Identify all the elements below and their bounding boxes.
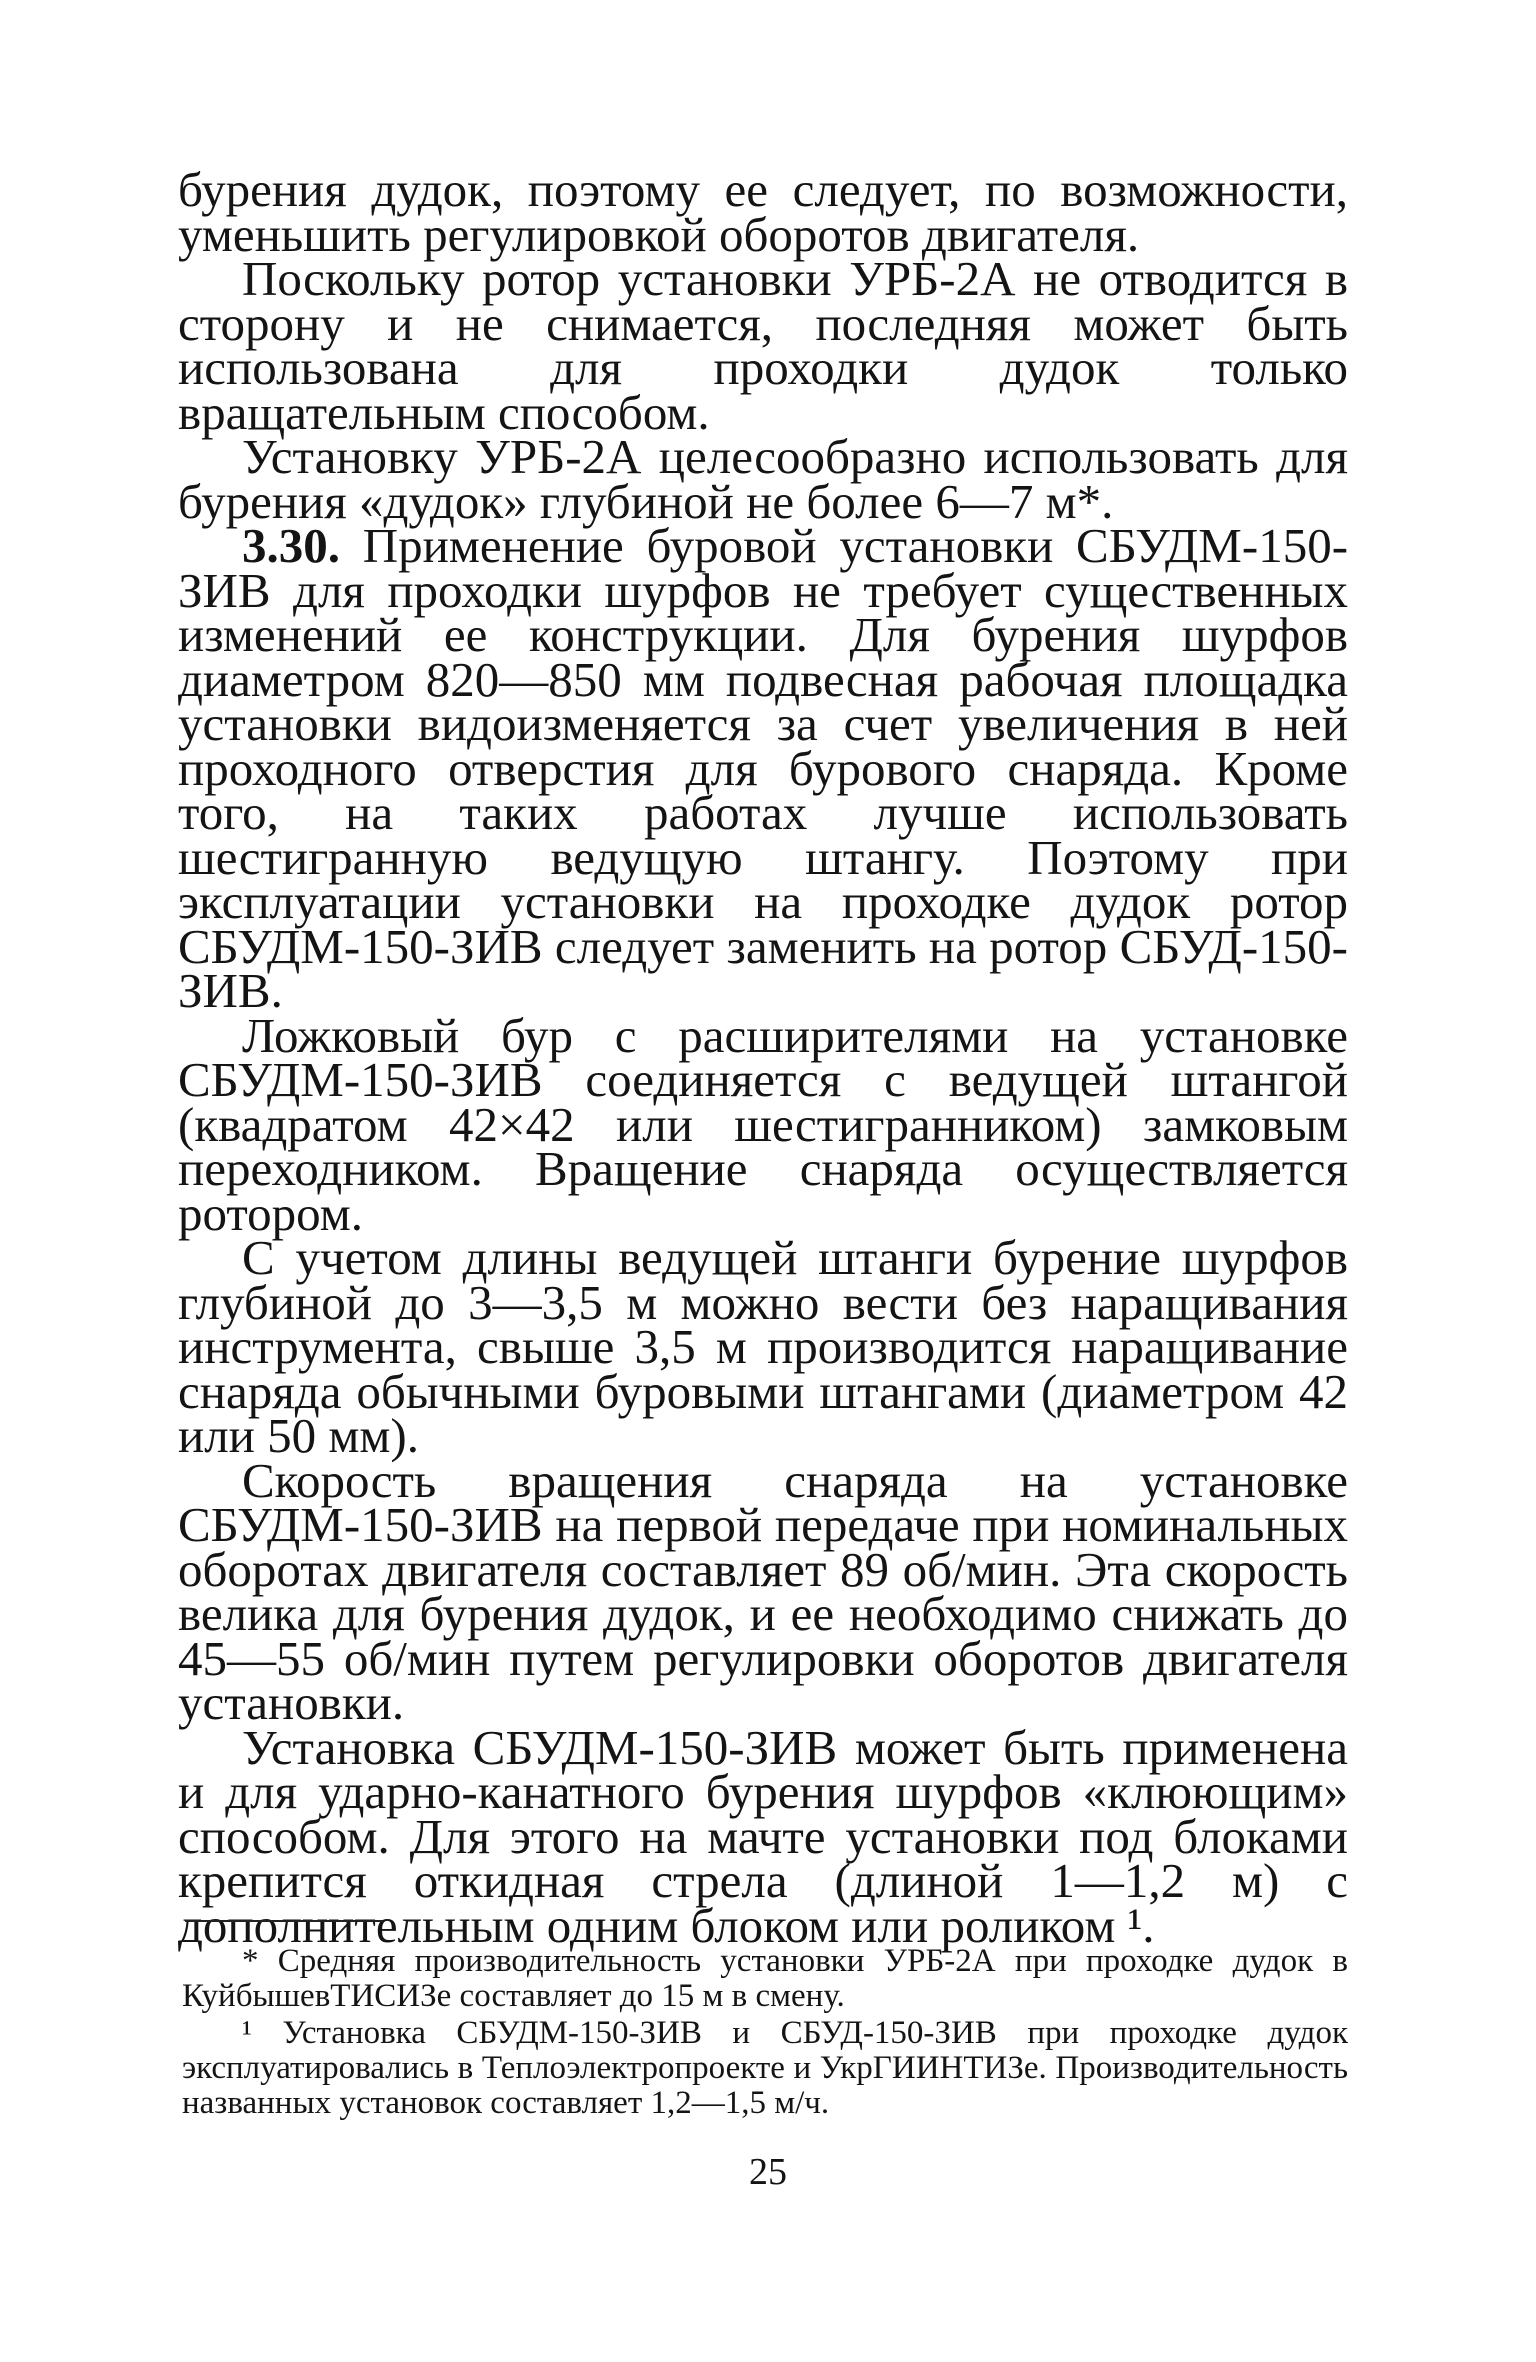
- paragraph-4-section: [178, 518, 1349, 1018]
- paragraph-8: Установка СБУДМ-150-ЗИВ может быть применена и для ударно-канатного бурения шурфов «клюющим» способом. Для этого на мачте установки под блоками крепится откидная стрела (длиной 1—1,2 м) с дополнительным одним блоком или роликом ¹.: [178, 1719, 1348, 1953]
- paragraph-4-text: Применение буровой установки СБУДМ-150-ЗИВ для проходки шурфов не требует существенных изменений ее конструкции. Для бурения шурфов диаметром 820—850 мм подвесная рабочая площадка установки видоизменяется за счет увеличения в ней проходного отверстия для бурового снаряда. Кроме того, на таких работах лучше использовать шестигранную ведущую штангу. Поэтому при эксплуатации установки на проходке дудок ротор СБУДМ-150-ЗИВ следует заменить на ротор СБУД-150-ЗИВ.: [178, 518, 1349, 1018]
- footnotes: [182, 1944, 1348, 2123]
- footnote-asterisk: * Средняя производительность установки УРБ-2А при проходке дудок в КуйбышевТИСИЗе составляет до 15 м в смену.: [182, 1943, 1348, 2014]
- section-number: 3.30.: [242, 518, 340, 573]
- paragraph-7: Скорость вращения снаряда на установке СБУДМ-150-ЗИВ на первой передаче при номинальных оборотах двигателя составляет 89 об/мин. Эта скорость велика для бурения дудок, и ее необходимо снижать до 45—55 об/мин путем регулировки оборотов двигателя установки.: [178, 1452, 1348, 1730]
- footnote-divider: [185, 1920, 383, 1922]
- paragraph-1: бурения дудок, поэтому ее следует, по возможности, уменьшить регулировкой оборотов двигателя.: [178, 162, 1348, 262]
- paragraph-3: Установку УРБ-2А целесообразно использовать для бурения «дудок» глубиной не более 6—7 м*.: [178, 429, 1348, 529]
- paragraph-6: С учетом длины ведущей штанги бурение шурфов глубиной до 3—3,5 м можно вести без наращивания инструмента, свыше 3,5 м производится наращивание снаряда обычными буровыми штангами (диаметром 42 или 50 мм).: [178, 1230, 1348, 1463]
- footnote-1: ¹ Установка СБУДМ-150-ЗИВ и СБУД-150-ЗИВ при проходке дудок эксплуатировались в Теплоэлектропроекте и УкрГИИНТИЗе. Производительность названных установок составляет 1,2—1,5 м/ч.: [182, 2015, 1348, 2121]
- paragraph-5: Ложковый бур с расширителями на установке СБУДМ-150-ЗИВ соединяется с ведущей штангой (квадратом 42×42 или шестигранником) замковым переходником. Вращение снаряда осуществляется ротором.: [178, 1007, 1348, 1241]
- body-text: [178, 162, 1349, 1953]
- paragraph-2: Поскольку ротор установки УРБ-2А не отводится в сторону и не снимается, последняя может быть использована для проходки дудок только вращательным способом.: [178, 251, 1348, 440]
- page-number: 25: [749, 2151, 787, 2193]
